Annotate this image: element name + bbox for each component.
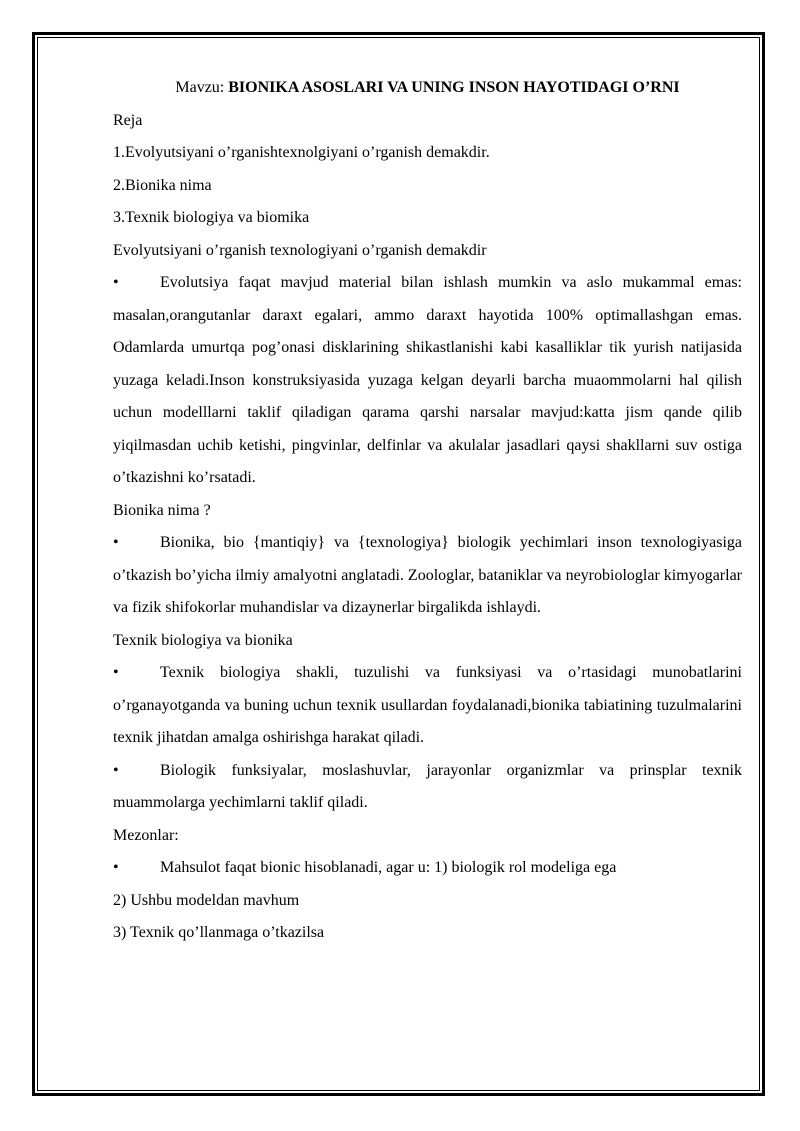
document-body bbox=[113, 72, 742, 950]
bullet-paragraph: • Mahsulot faqat bionic hisoblanadi, agar u: 1) biologik rol modeliga ega bbox=[113, 852, 742, 885]
criteria-line: 2) Ushbu modeldan mavhum bbox=[113, 891, 300, 909]
section-heading: Mezonlar: bbox=[113, 826, 179, 844]
bullet-dot: • bbox=[113, 534, 119, 551]
plan-item: 3.Texnik biologiya va biomika bbox=[113, 209, 310, 226]
bullet-dot: • bbox=[113, 761, 119, 779]
plan-item: 2.Bionika nima bbox=[113, 176, 212, 194]
plan-item: 1.Evolyutsiyani o’rganishtexnolgiyani o’rganish demakdir. bbox=[113, 144, 490, 161]
section-heading: Bionika nima ? bbox=[113, 501, 211, 519]
bullet-paragraph: • Texnik biologiya shakli, tuzulishi va funksiyasi va o’rtasidagi munobatlarini o’rganayotganda va buning uchun texnik usullardan foydalanadi,bionika tabiatining tuzulmalarini texnik jihatdan amalga oshirishga harakat qiladi. bbox=[113, 657, 742, 755]
bullet-paragraph: • Bionika, bio {mantiqiy} va {texnologiya} biologik yechimlari inson texnologiyasiga o’tkazish bo’yicha ilmiy amalyotni anglatadi. Zoologlar, bataniklar va neyrobiologlar kimyogarlar va fizik shifokorlar muhandislar va dizaynerlar birgalikda ishlaydi. bbox=[113, 527, 742, 625]
bullet-dot: • bbox=[113, 664, 119, 681]
bullet-dot: • bbox=[113, 274, 119, 291]
bullet-paragraph: • Biologik funksiyalar, moslashuvlar, jarayonlar organizmlar va prinsplar texnik muammolarga yechimlarni taklif qiladi. bbox=[113, 755, 742, 820]
bullet-paragraph: • Evolutsiya faqat mavjud material bilan ishlash mumkin va aslo mukammal emas: masalan,orangutanlar daraxt egalari, ammo daraxt hayotida 100% optimallashgan emas. Odamlarda umurtqa pog’onasi disklarining shikastlanishi kabi kasalliklar tik yurish natijasida yuzaga keladi.Inson konstruksiyasida yuzaga kelgan deyarli barcha muaommolarni hal qilish uchun modelllarni taklif qiladigan qarama qarshi narsalar mavjud:katta jism qande qilib yiqilmasdan uchib ketishi, pingvinlar, delfinlar va akulalar jasadlari qaysi shakllarni suv ostiga o’tkazishni ko’rsatadi. bbox=[113, 267, 742, 495]
plan-heading: Reja bbox=[113, 111, 143, 129]
section-heading: Evolyutsiyani o’rganish texnologiyani o’rganish demakdir bbox=[113, 241, 487, 259]
document-title: Mavzu: BIONIKA ASOSLARI VA UNING INSON HAYOTIDAGI O’RNI bbox=[175, 79, 680, 96]
section-heading: Texnik biologiya va bionika bbox=[113, 631, 293, 649]
criteria-line: 3) Texnik qo’llanmaga o’tkazilsa bbox=[113, 924, 325, 941]
bullet-dot: • bbox=[113, 859, 119, 876]
